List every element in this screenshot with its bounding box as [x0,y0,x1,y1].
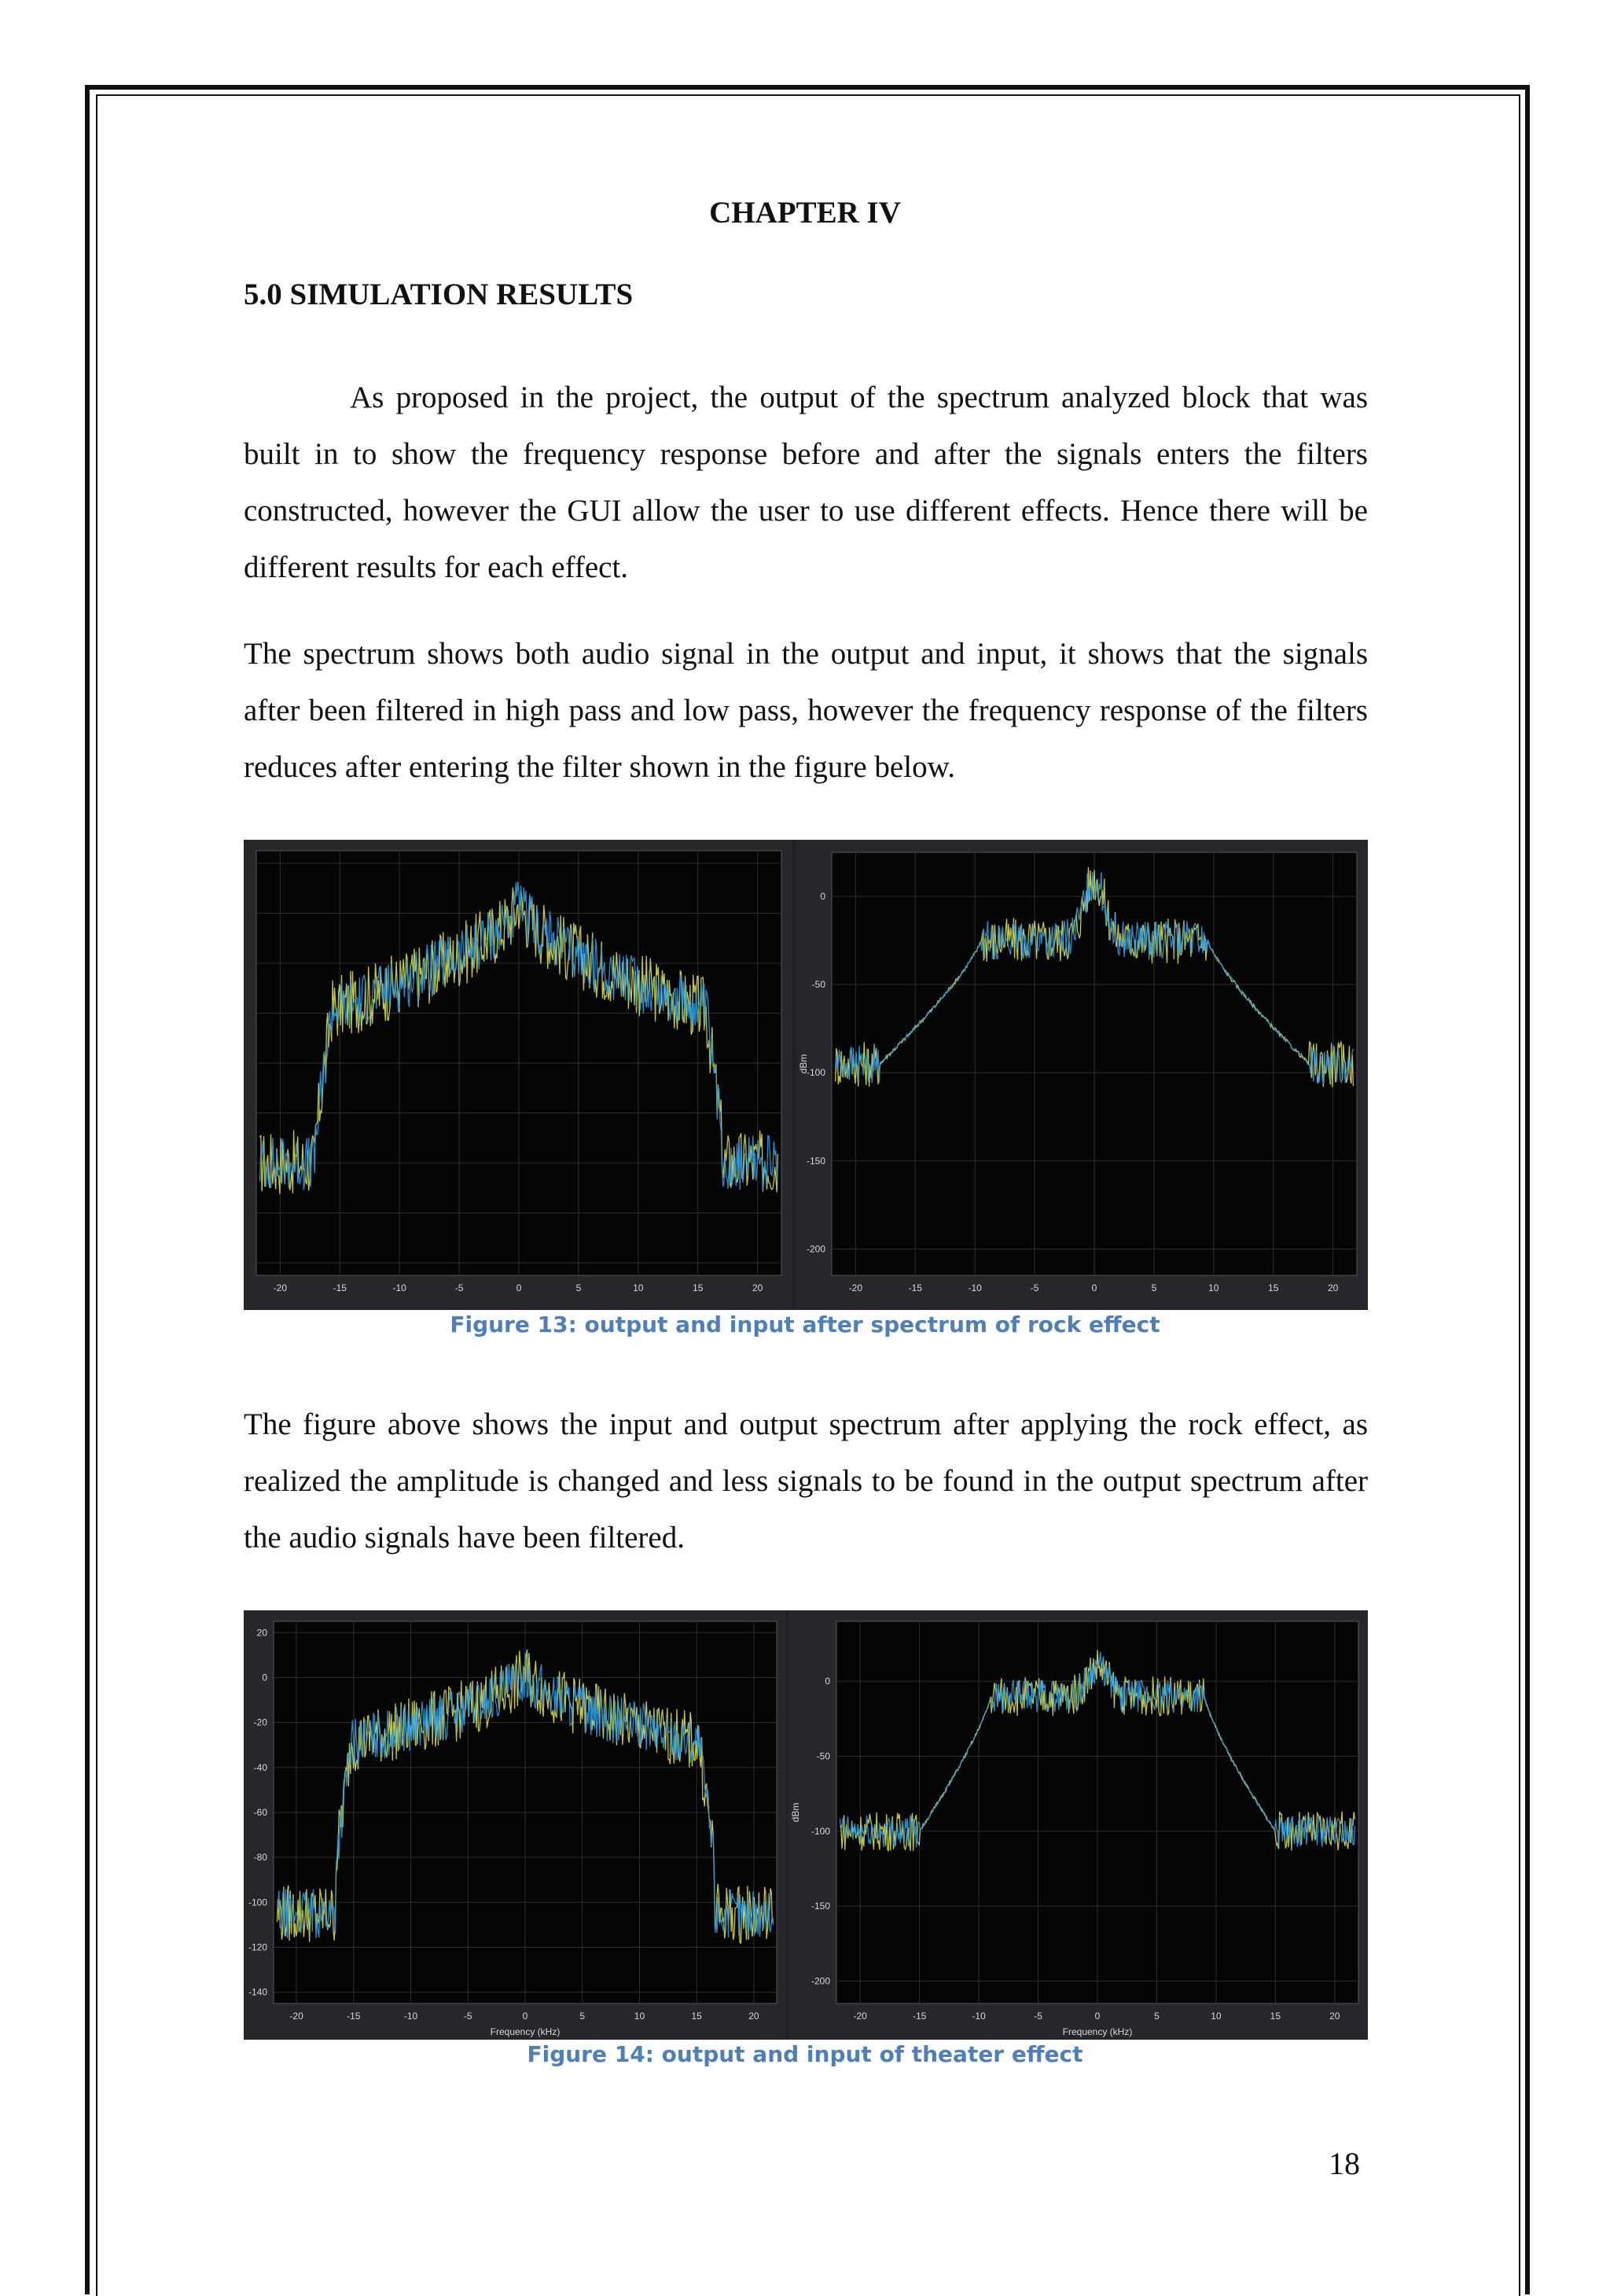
y-tick-label: -50 [811,979,825,991]
x-tick-label: -10 [392,1282,406,1293]
x-tick-label: 10 [1208,1282,1219,1293]
y-tick-label: 0 [262,1672,267,1683]
x-tick-label: 20 [1329,2011,1340,2022]
y-tick-label: -60 [253,1807,267,1818]
figure-13 [244,840,1368,1310]
y-tick-label: -200 [806,1243,825,1255]
x-tick-label: 10 [634,2011,645,2022]
paragraph-rock-effect: The figure above shows the input and output spectrum after applying the rock effect, as realized the amplitude is changed and less signals to be found in the output spectrum after the audio signals have been filtered. [244,1407,1368,1555]
x-tick-label: 15 [691,2011,702,2022]
x-tick-label: -5 [454,1282,464,1293]
fig14-right-chart [788,1610,1368,2040]
x-tick-label: 0 [516,1282,522,1293]
x-tick-label: 0 [1094,2011,1101,2022]
x-tick-label: -10 [403,2011,418,2022]
x-tick-label: 5 [575,1282,582,1293]
x-tick-label: -20 [273,1282,288,1293]
y-tick-label: -120 [248,1941,267,1953]
y-tick-label: -20 [253,1716,267,1728]
x-tick-label: 15 [1270,2011,1281,2022]
y-tick-label: -80 [253,1852,267,1864]
x-tick-label: 10 [1211,2011,1222,2022]
section-heading: 5.0 SIMULATION RESULTS [244,278,634,311]
figure-13-caption: Figure 13: output and input after spectrum of rock effect [450,1312,1160,1337]
x-tick-label: -15 [908,1282,922,1293]
figure-14 [244,1610,1368,2040]
x-tick-label: -20 [848,1282,863,1293]
y-tick-label: -140 [248,1986,267,1998]
x-tick-label: -5 [463,2011,472,2022]
x-tick-label: 5 [1154,2011,1160,2022]
y-tick-label: -200 [811,1975,830,1987]
fig14-left-chart [244,1610,786,2040]
x-tick-label: 0 [1091,1282,1097,1293]
y-tick-label: -100 [811,1825,830,1837]
x-tick-label: 5 [1151,1282,1157,1293]
figure-14-caption: Figure 14: output and input of theater effect [527,2041,1083,2067]
x-tick-label: 10 [633,1282,644,1293]
y-tick-label: 20 [256,1627,267,1639]
x-tick-label: 5 [579,2011,586,2022]
x-tick-label: -15 [347,2011,361,2022]
chapter-title: CHAPTER IV [709,196,901,230]
x-tick-label: -10 [968,1282,982,1293]
x-tick-label: 20 [1327,1282,1339,1293]
x-tick-label: 0 [522,2011,528,2022]
fig13-left-chart [244,840,792,1310]
y-tick-label: -150 [811,1900,830,1912]
y-tick-label: -100 [248,1897,267,1908]
x-tick-label: 15 [693,1282,704,1293]
y-tick-label: -150 [806,1155,825,1167]
fig13-right-chart [796,840,1368,1310]
x-axis-label: Frequency (kHz) [490,2026,561,2037]
page-number: 18 [1329,2146,1360,2181]
y-tick-label: -40 [253,1761,267,1773]
x-tick-label: -5 [1030,1282,1039,1293]
x-tick-label: 15 [1268,1282,1279,1293]
y-tick-label: 0 [825,1676,830,1687]
y-axis-label: dBm [790,1802,801,1823]
paragraph-intro: As proposed in the project, the output of the spectrum analyzed block that was built in to show the frequency response before and after the signals enters the filters constructed, however the GUI allow the user to use different effects. Hence there will be different results for each effect. [244,381,1368,584]
x-tick-label: -15 [333,1282,347,1293]
y-tick-label: -100 [806,1067,825,1079]
x-tick-label: -20 [853,2011,867,2022]
paragraph-spectrum: The spectrum shows both audio signal in the output and input, it shows that the signals after been filtered in high pass and low pass, however the frequency response of the filters reduces after entering the filter shown in the figure below. [244,637,1368,784]
x-tick-label: 20 [748,2011,759,2022]
x-tick-label: -15 [912,2011,927,2022]
x-tick-label: -10 [972,2011,986,2022]
x-axis-label: Frequency (kHz) [1062,2026,1133,2037]
x-tick-label: 20 [752,1282,763,1293]
x-tick-label: -20 [289,2011,303,2022]
x-tick-label: -5 [1034,2011,1042,2022]
y-tick-label: -50 [816,1750,830,1762]
y-axis-label: dBm [798,1054,809,1074]
y-tick-label: 0 [820,891,825,903]
